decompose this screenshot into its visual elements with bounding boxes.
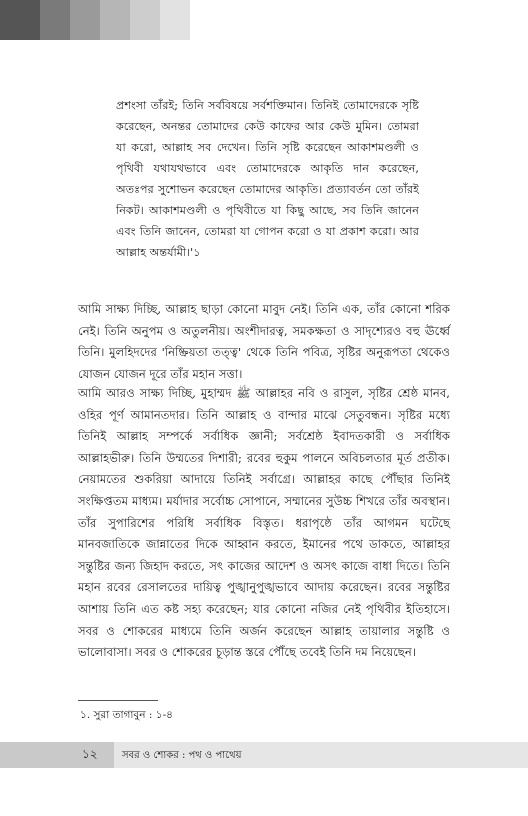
- header-bar: [130, 0, 160, 40]
- header-bar: [0, 0, 40, 40]
- footnote-divider: [78, 700, 158, 701]
- header-bar: [70, 0, 100, 40]
- header-bar: [100, 0, 130, 40]
- header-bar: [160, 0, 190, 40]
- header-decoration-bars: [0, 0, 190, 40]
- running-title: সবর ও শোকর : পথ ও পাথেয়: [122, 750, 242, 761]
- quran-quote-block: প্রশংসা তাঁরই; তিনি সর্ববিষয়ে সর্বশক্তিমান। তিনিই তোমাদেরকে সৃষ্টি করেছেন, অনন্তর তোমাদের কেউ কাফের আর কেউ মুমিন। তোমরা যা করো, আল্লাহ সব দেখেন। তিনি সৃষ্টি করেছেন আকাশমণ্ডলী ও পৃথিবী যথাযথভাবে এবং তোমাদেরকে আকৃতি দান করেছেন, অতঃপর সুশোভন করেছেন তোমাদের আকৃতি। প্রত্যাবর্তন তো তাঁরই নিকট। আকাশমণ্ডলী ও পৃথিবীতে যা কিছু আছে, সব তিনি জানেন এবং তিনি জানেন, তোমরা যা গোপন করো ও যা প্রকাশ করো। আর আল্লাহ অন্তর্যামী।'১: [116, 99, 419, 259]
- body-paragraph-2: আমি আরও সাক্ষ্য দিচ্ছি, মুহাম্মদ ﷺ আল্লাহর নবি ও রাসুল, সৃষ্টির শ্রেষ্ঠ মানব, ওহির পূর্ণ আমানতদার। তিনি আল্লাহ ও বান্দার মাঝে সেতুবন্ধন। সৃষ্টির মধ্যে তিনিই আল্লাহ সম্পর্কে সর্বাধিক জ্ঞানী; সর্বশ্রেষ্ঠ ইবাদতকারী ও সর্বাধিক আল্লাহভীরু। তিনি উম্মতের দিশারী; রবের হুকুম পালনে অবিচলতার মূর্ত প্রতীক। নেয়ামতের শুকরিয়া আদায়ে তিনিই সর্বাগ্রে। আল্লাহর কাছে পৌঁছার তিনিই সংক্ষিপ্ততম মাধ্যম। মর্যাদার সর্বোচ্চ সোপানে, সম্মানের সুউচ্চ শিখরে তাঁর অবস্থান। তাঁর সুপারিশের পরিধি সর্বাধিক বিস্তৃত। ধরাপৃষ্ঠে তাঁর আগমন ঘটেছে মানবজাতিকে জান্নাতের দিকে আহ্বান করতে, ইমানের পথে ডাকতে, আল্লাহর সন্তুষ্টির জন্য জিহাদ করতে, সৎ কাজের আদেশ ও অসৎ কাজে বাধা দিতে। তিনি মহান রবের রেসালতের দায়িত্ব পুঙ্খানুপুঙ্খভাবে আদায় করেছেন। রবের সন্তুষ্টির আশায় তিনি এত কষ্ট সহ্য করেছেন; যার কোনো নজির নেই পৃথিবীর ইতিহাসে। সবর ও শোকরের মাধ্যমে তিনি অর্জন করেছেন আল্লাহ তায়ালার সন্তুষ্টি ও ভালোবাসা। সবর ও শোকরের চূড়ান্ত স্তরে পৌঁছে তবেই তিনি দম নিয়েছেন।: [78, 386, 450, 660]
- page-number: ১২: [82, 747, 98, 761]
- header-bar: [40, 0, 70, 40]
- footnote: ১. সুরা তাগাবুন : ১-৪: [80, 709, 173, 721]
- page-footer: [0, 742, 528, 768]
- body-paragraph-1: আমি সাক্ষ্য দিচ্ছি, আল্লাহ ছাড়া কোনো মাবুদ নেই। তিনি এক, তাঁর কোনো শরিক নেই। তিনি অনুপম ও অতুলনীয়। অংশীদারত্ব, সমকক্ষতা ও সাদৃশ্যেরও বহু ঊর্ধ্বে তিনি। মুলহিদদের 'নিষ্ক্রিয়তা তত্ত্ব' থেকে তিনি পবিত্র, সৃষ্টির অনুরূপতা থেকেও যোজন যোজন দূরে তাঁর মহান সত্তা।: [78, 302, 450, 381]
